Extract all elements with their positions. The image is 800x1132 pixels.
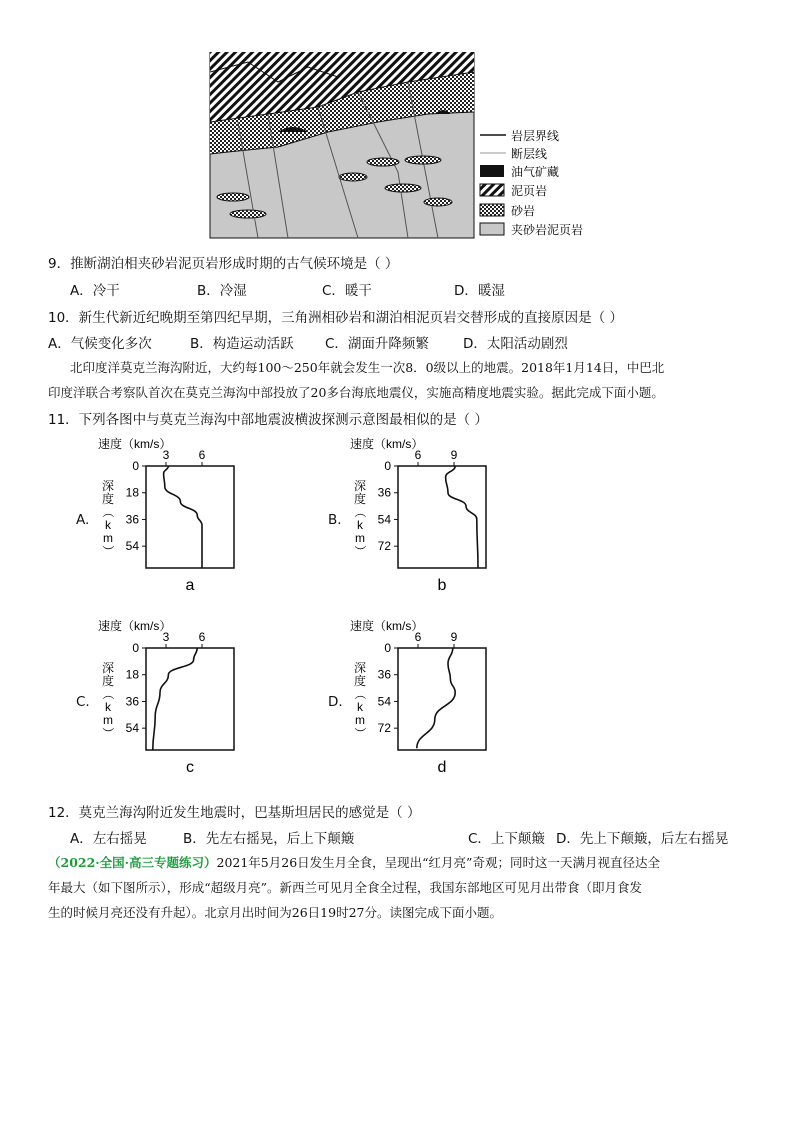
y-tick-label: 72 xyxy=(377,721,391,736)
passage2-line1 xyxy=(48,853,660,871)
q9-stem: 9．推断湖泊相夹砂岩泥页岩形成时期的古气候环境是（ ） xyxy=(48,256,399,272)
y-axis-title-char: m xyxy=(103,531,113,545)
q11-stem: 11．下列各图中与莫克兰海沟中部地震波横波探测示意图最相似的是（ ） xyxy=(48,412,488,428)
y-axis-title-char: 深 xyxy=(101,661,115,675)
y-axis-title-char: （ xyxy=(353,505,367,519)
y-tick-label: 72 xyxy=(377,539,391,554)
chart-c xyxy=(98,614,258,779)
x-tick-label: 6 xyxy=(198,448,206,462)
y-tick-label: 54 xyxy=(377,512,391,527)
source-tag: （2022·全国·高三专题练习） xyxy=(48,855,217,870)
y-axis-title-char: 度 xyxy=(101,492,115,506)
geology-cross-section xyxy=(208,52,598,242)
passage1-line1: 北印度洋莫克兰海沟附近，大约每100～250年就会发生一次8．0级以上的地震。2018年1月14日，中巴北 xyxy=(70,360,665,375)
q10-option-a[interactable]: A．气候变化多次 xyxy=(48,336,152,352)
x-tick-label: 6 xyxy=(414,448,422,462)
panel-letter: c xyxy=(186,759,194,776)
y-tick-label: 54 xyxy=(377,694,391,709)
y-tick-label: 36 xyxy=(377,667,391,682)
q12-option-c[interactable]: C．上下颠簸 xyxy=(468,831,545,847)
x-tick-label: 3 xyxy=(162,448,170,462)
plot-frame xyxy=(398,466,486,568)
passage1-line2: 印度洋联合考察队首次在莫克兰海沟中部投放了20多台海底地震仪，实施高精度地震实验。据此完成下面小题。 xyxy=(48,385,664,400)
legend-item-sandstone xyxy=(480,203,535,218)
y-tick-label: 18 xyxy=(125,667,139,682)
y-axis-title-char: m xyxy=(355,531,365,545)
legend-label: 泥页岩 xyxy=(511,184,548,198)
q9-option-a[interactable]: A．冷干 xyxy=(70,283,120,299)
x-tick-label: 6 xyxy=(414,630,422,644)
q12-option-d[interactable]: D．先上下颠簸，后左右摇晃 xyxy=(556,831,729,847)
velocity-curve xyxy=(446,466,478,568)
velocity-curve xyxy=(153,648,197,750)
legend-item-mudstone xyxy=(480,183,547,198)
q10-option-d[interactable]: D．太阳活动剧烈 xyxy=(463,336,568,352)
legend-item-sandy-mudstone xyxy=(480,222,583,237)
y-axis-title-char: 度 xyxy=(353,492,367,506)
chart-d xyxy=(350,614,510,779)
y-axis-title-char: m xyxy=(355,713,365,727)
q10-option-c[interactable]: C．湖面升降频繁 xyxy=(325,336,429,352)
legend-label: 断层线 xyxy=(511,147,548,161)
y-axis-title-char: k xyxy=(105,700,111,714)
y-axis-title-char: m xyxy=(103,713,113,727)
plot-frame xyxy=(398,648,486,750)
y-axis-title-char: k xyxy=(357,518,363,532)
q11-option-b-label[interactable]: B. xyxy=(328,512,342,528)
velocity-curve xyxy=(164,466,202,568)
y-tick-label: 36 xyxy=(125,512,139,527)
q11-option-d-label[interactable]: D. xyxy=(328,694,343,710)
x-axis-title: 速度（km/s） xyxy=(98,437,172,451)
q10-stem: 10．新生代新近纪晚期至第四纪早期，三角洲相砂岩和湖泊相泥页岩交替形成的直接原因是（ ） xyxy=(48,310,623,326)
q11-option-a-label[interactable]: A. xyxy=(76,512,90,528)
legend-item-fault-line xyxy=(480,146,547,161)
panel-letter: d xyxy=(437,759,447,776)
legend-label: 砂岩 xyxy=(511,204,536,218)
y-axis-title-char: k xyxy=(105,518,111,532)
y-axis-title-char: 深 xyxy=(353,479,367,493)
x-axis-title: 速度（km/s） xyxy=(98,619,172,633)
passage2-line2: 年最大（如下图所示），形成“超级月亮”。新西兰可见月全食全过程，我国东部地区可见月出带食（即月食发 xyxy=(48,880,643,895)
x-tick-label: 9 xyxy=(450,448,458,462)
y-axis-title-char: （ xyxy=(353,687,367,701)
y-tick-label: 0 xyxy=(132,459,139,473)
legend-label: 夹砂岩泥页岩 xyxy=(511,223,584,237)
y-axis-title-char: ） xyxy=(353,544,367,558)
y-tick-label: 0 xyxy=(384,459,391,473)
x-tick-label: 6 xyxy=(198,630,206,644)
y-tick-label: 54 xyxy=(125,721,139,736)
legend-label: 油气矿藏 xyxy=(511,165,560,179)
y-axis-title-char: （ xyxy=(101,505,115,519)
y-axis-title-char: 深 xyxy=(101,479,115,493)
x-tick-label: 9 xyxy=(450,630,458,644)
q9-option-b[interactable]: B．冷湿 xyxy=(197,283,247,299)
passage2-line3: 生的时候月亮还没有升起）。北京月出时间为26日19时27分。读图完成下面小题。 xyxy=(48,905,502,920)
y-axis-title-char: ） xyxy=(101,544,115,558)
passage2-line1-text: 2021年5月26日发生月全食，呈现出“红月亮”奇观；同时这一天满月视直径达全 xyxy=(216,855,660,870)
q12-option-a[interactable]: A．左右摇晃 xyxy=(70,831,147,847)
y-axis-title-char: 度 xyxy=(353,674,367,688)
y-tick-label: 36 xyxy=(125,694,139,709)
y-tick-label: 18 xyxy=(125,485,139,500)
plot-frame xyxy=(146,466,234,568)
q12-option-b[interactable]: B．先左右摇晃，后上下颠簸 xyxy=(183,831,355,847)
y-tick-label: 54 xyxy=(125,539,139,554)
y-tick-label: 36 xyxy=(377,485,391,500)
legend-item-rock-boundary xyxy=(480,128,559,143)
chart-a xyxy=(98,432,258,597)
q11-option-c-label[interactable]: C. xyxy=(76,694,90,710)
panel-letter: b xyxy=(437,577,447,594)
y-axis-title-char: ） xyxy=(353,726,367,740)
geology-figure xyxy=(208,52,598,242)
y-tick-label: 0 xyxy=(132,641,139,655)
legend-item-oil-gas xyxy=(480,164,559,179)
y-axis-title-char: 度 xyxy=(101,674,115,688)
y-axis-title-char: ） xyxy=(101,726,115,740)
q12-stem: 12．莫克兰海沟附近发生地震时，巴基斯坦居民的感觉是（ ） xyxy=(48,805,421,821)
chart-b xyxy=(350,432,510,597)
x-axis-title: 速度（km/s） xyxy=(350,437,424,451)
x-tick-label: 3 xyxy=(162,630,170,644)
y-tick-label: 0 xyxy=(384,641,391,655)
q10-option-b[interactable]: B．构造运动活跃 xyxy=(190,336,294,352)
y-axis-title-char: k xyxy=(357,700,363,714)
x-axis-title: 速度（km/s） xyxy=(350,619,424,633)
panel-letter: a xyxy=(185,577,195,594)
y-axis-title-char: 深 xyxy=(353,661,367,675)
legend-label: 岩层界线 xyxy=(511,129,560,143)
q9-option-d[interactable]: D．暖湿 xyxy=(454,283,505,299)
y-axis-title-char: （ xyxy=(101,687,115,701)
q9-option-c[interactable]: C．暖干 xyxy=(322,283,372,299)
velocity-curve xyxy=(417,648,455,748)
